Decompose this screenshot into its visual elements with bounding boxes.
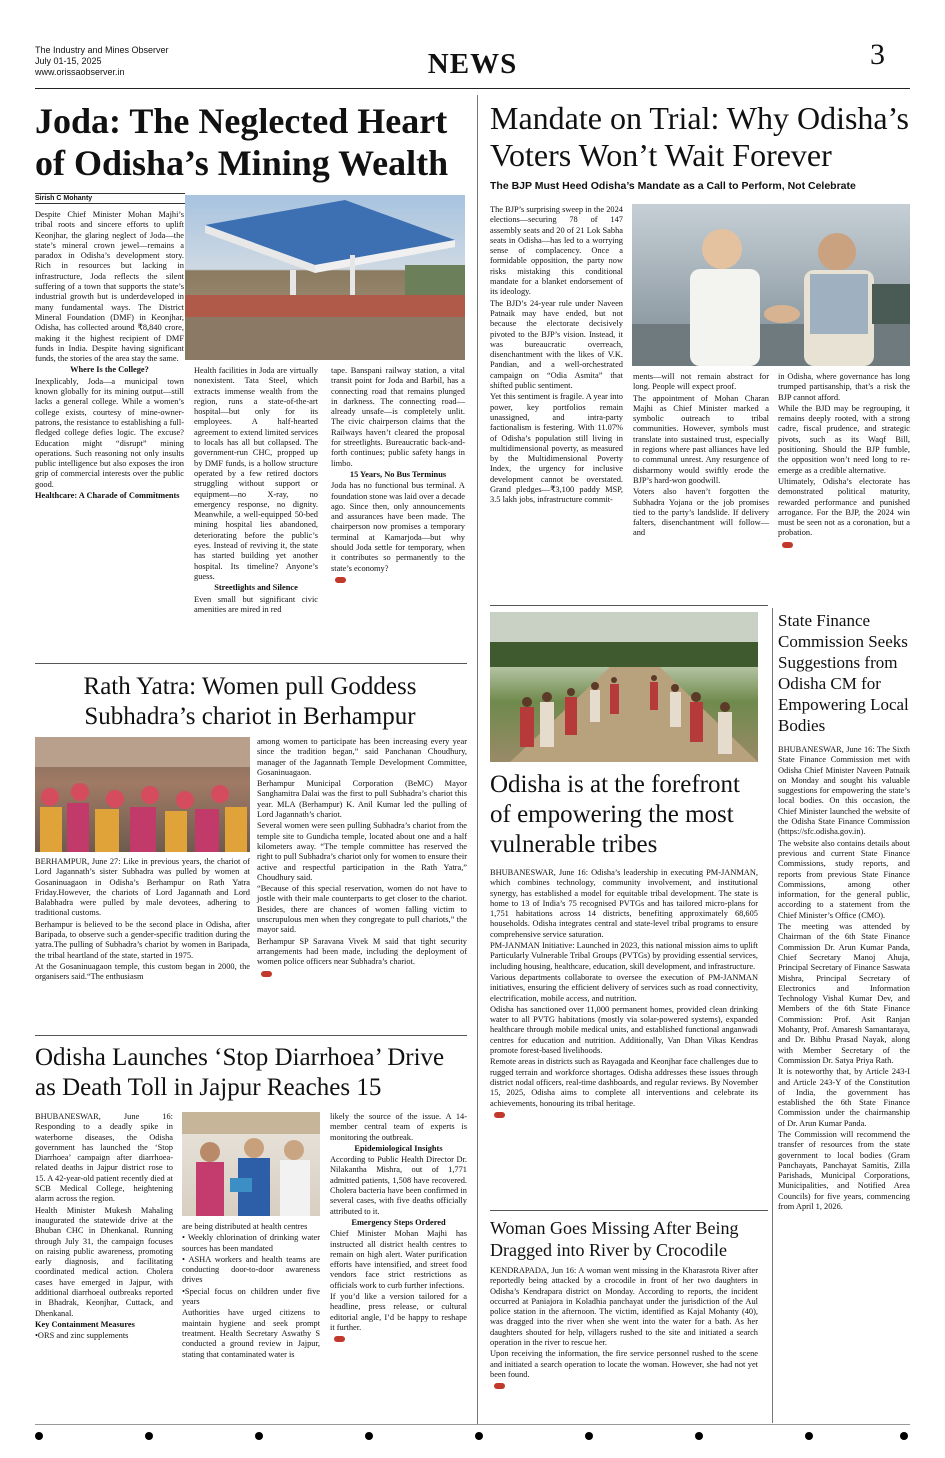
diarrhoea-col-2: [182, 1222, 320, 1361]
mandate-col-1: [490, 205, 623, 507]
paragraph: Ultimately, Odisha’s electorate has demonstrated political maturity, rewarded performance and punished arrogance. For the BJP, the 2024 win must be seen not as a coronation, but a probation.: [778, 476, 910, 538]
column-divider: [772, 608, 773, 1423]
footer-dot-icon: [35, 1432, 43, 1440]
paragraph: The BJD’s 24-year rule under Naveen Patnaik may have ended, but not because the electorate decisively pivoted to the BJP’s vision. Instead, it was bureaucratic overreach, disenchantment with the likes of V.K. Pandian, and a well-orchestrated campaign on “Odia Asmita” that shifted public sentiment.: [490, 298, 623, 391]
paragraph: Voters also haven’t forgotten the Subhadra Yojana or the job promises tied to the party’s landslide. If delivery falters, disenchantment will follow—and: [633, 487, 769, 538]
croc-headline: Woman Goes Missing After Being Dragged into River by Crocodile: [490, 1218, 739, 1260]
website-link[interactable]: www.orissaobserver.in: [35, 67, 125, 77]
subheading: Key Containment Measures: [35, 1319, 135, 1329]
footer-dot-icon: [365, 1432, 373, 1440]
handshake-illustration: [632, 204, 910, 366]
section-rule: [35, 1035, 467, 1036]
end-mark-icon: [334, 1336, 345, 1342]
end-mark-icon: [494, 1383, 505, 1389]
paragraph: The BJP’s surprising sweep in the 2024 elections—securing 78 of 147 assembly seats and 20 of 21 Lok Sabha seats in Odisha—has led to a worrying sense of complacency. Once a formidable opposition, the party now risks mistaking this conditional mandate for a blanket endorsement of its ideology.: [490, 205, 623, 297]
paragraph: Berhampur Municipal Corporation (BeMC) Mayor Sanghamitra Dalai was the first to pull Subhadra’s chariot this year. MLA (Berhampur) K. Anil Kumar led the pulling of Lord Jagannath’s chariot.: [257, 779, 467, 820]
tribal-women-procession-photo: [490, 612, 758, 762]
end-mark-icon: [782, 542, 793, 548]
subheading: Epidemiological Insights: [354, 1143, 443, 1153]
paragraph: Inexplicably, Joda—a municipal town known globally for its mining output—still lacks a general college. While a women’s college exists, courtesy of mine-owner-patrons, the resistance to establishing a full-fledged college defies logic. The excuse? Education might “disrupt” mining operations. Such reasoning not only insults public intelligence but also exposes the iron grip of commercial interests over the public good.: [35, 376, 184, 489]
diarrhoea-headline: Odisha Launches ‘Stop Diarrhoea’ Drive as Death Toll in Jajpur Reaches 15: [35, 1044, 445, 1101]
paper-name: The Industry and Mines Observer: [35, 45, 169, 55]
paragraph: Health facilities in Joda are virtually nonexistent. Tata Steel, which extracts immense wealth from the region, runs a state-of-the-art hospital—but only for its employees. A half-hearted agreement to extend limited services to locals has all but collapsed. The government-run CHC, propped up by DMF funds, is a hollow structure operated by a few retired doctors struggling without support or equipment—no X-ray, no emergency response, no dignity. Meanwhile, a well-equipped 50-bed mining hospital lies abandoned, deteriorating before the public’s eyes. Instead of reviving it, the state has started building yet another hospital. Its timeline? Anyone’s guess.: [194, 366, 318, 581]
paragraph: The website also contains details about previous and current State Finance Commissions, study reports, and reports from previous State Finance Commissions, among other information, for the general public, according to a statement from the Chief Minister’s Office (CMO).: [778, 838, 910, 920]
footer-dot-icon: [145, 1432, 153, 1440]
paragraph: Berhampur SP Saravana Vivek M said that tight security arrangements had been made, including the deployment of women police officers near Subhadra’s chariot.: [257, 936, 467, 967]
paragraph: The Commission will recommend the transfer of resources from the state government to local bodies (Gram Panchayats, Panchayat Samitis, Zilla Parishads, Municipal Corporations, Municipalities, and Notified Area Councils) for five years, commencing from April 1, 2026.: [778, 1129, 910, 1212]
paragraph: Joda has no functional bus terminal. A foundation stone was laid over a decade ago. Since then, only announcements and assurances have been made. The chairperson now promises a temporary terminal at Kamarjoda—but why should Joda settle for temporary, when it contributes so permanently to the state’s economy?: [331, 481, 465, 573]
footer-dot-icon: [900, 1432, 908, 1440]
paragraph: Health Minister Mukesh Mahaling inaugurated the statewide drive at the Bhuban CHC in Dhenkanal. Running through July 31, the campaign focuses on raising public awareness, promoting early diagnosis, and facilitating coordinated medical action. Cholera cases have emerged in Jajpur, with additional diarrhoeal outbreaks reported in Bhadrak, Keonjhar, Cuttack, and Dhenkanal.: [35, 1205, 173, 1318]
page-number: 3: [870, 38, 885, 71]
paragraph: • ASHA workers and health teams are conducting door-to-door awareness drives: [182, 1254, 320, 1285]
paragraph: Yet this sentiment is fragile. A year into power, key portfolios remain unassigned, and intra-party factionalism is festering. With 11.07% of Odisha’s population still living in multidimensional poverty, as measured by the Multidimensional Poverty Index, the urgency for inclusive development cannot be overstated. Grand pledges—₹3,100 paddy MSP, 3.5 lakh jobs, infrastructure commit-: [490, 392, 623, 505]
paragraph: “Because of this special reservation, women do not have to jostle with their male counterparts to get closer to the chariot. Besides, there are chances of women falling victim to unscrupulous men when they congregate to pull chariots,” the mayor said.: [257, 884, 467, 935]
column-divider: [477, 95, 478, 1425]
tribes-body: [490, 868, 758, 1120]
procession-illustration: [490, 612, 758, 762]
end-mark-icon: [335, 577, 346, 583]
paragraph: •ORS and zinc supplements: [35, 1331, 129, 1341]
footer-rule: [35, 1424, 910, 1425]
subheading: 15 Years, No Bus Terminus: [349, 469, 447, 479]
croc-body: [490, 1266, 758, 1392]
finance-headline: State Finance Commission Seeks Suggestions from Odisha CM for Empowering Local Bodies: [778, 611, 909, 735]
paragraph: Various departments collaborate to oversee the execution of PM-JANMAN initiatives, ensuring the efficient delivery of services such as road connectivity, electrification, mobile access, and nutrition.: [490, 972, 758, 1003]
paragraph: Despite Chief Minister Mohan Majhi’s tribal roots and sincere efforts to uplift Keonjhar, the glaring neglect of Joda—the state’s mineral crown jewel—remains a paradox in Odisha’s development story. Rich in resources but lacking in infrastructure, Joda reflects the silent suffering of a town that supports the state’s industrial growth but is underdeveloped in many fundamental ways. The District Mineral Foundation (DMF) in Keonjhar, Odisha, has collected around ₹8,840 crore, making it the highest recipient of DMF funds in India. Despite having significant funds, the stories of the area stay the same.: [35, 210, 184, 364]
joda-col-3: [331, 366, 465, 585]
paragraph: The appointment of Mohan Charan Majhi as Chief Minister marked a symbolic outreach to tribal communities. However, symbols must translate into sustained trust, especially in regions where past alliances have led to communal unrest. Any resurgence of disharmony would swiftly erode the BJP’s hard-won goodwill.: [633, 393, 769, 485]
officials-illustration: [182, 1112, 320, 1216]
joda-byline: Sirish C Mohanty: [35, 193, 185, 204]
diarrhoea-col-3: [330, 1112, 467, 1345]
joda-col-1: [35, 210, 184, 502]
crowd-illustration: [35, 737, 250, 852]
railway-station-photo: [185, 195, 465, 360]
paragraph: Authorities have urged citizens to maintain hygiene and seek prompt treatment. Health Secretary Aswathy S conducted a ground review in Jajpur, stating that contaminated water is: [182, 1308, 320, 1359]
mandate-col-3: [778, 372, 910, 550]
footer-dot-icon: [475, 1432, 483, 1440]
footer-dot-icon: [805, 1432, 813, 1440]
paragraph: • Weekly chlorination of drinking water sources has been mandated: [182, 1233, 320, 1253]
paragraph: If you’d like a version tailored for a headline, press release, or cultural editorial angle, I’d be happy to reshape it further.: [330, 1292, 467, 1332]
end-mark-icon: [494, 1112, 505, 1118]
subheading: Emergency Steps Ordered: [351, 1217, 446, 1227]
campaign-launch-photo: [182, 1112, 320, 1216]
paragraph: BHUBANESWAR, June 16: Odisha’s leadership in executing PM-JANMAN, which combines technology, community involvement, and institutional synergy, has established a model for equitable tribal development. The state is home to 13 of India’s 75 recognised PVTGs and has tailored micro-plans for 1,751 habitations across 14 districts, benefiting approximately 68,605 households. Odisha integrates central and state-level tribal programs to ensure comprehensive service saturation.: [490, 868, 758, 939]
rath-col-1: [35, 857, 250, 984]
paragraph: While the BJD may be regrouping, it remains deeply rooted, with a strong cadre, fiscal prudence, and strategic pivots, such as its Waqf Bill, positioning. Should the BJP fumble, the opposition won’t need long to re-emerge as a credible alternative.: [778, 403, 910, 475]
paragraph: Upon receiving the information, the fire service personnel rushed to the scene and initiated a search operation to locate the woman. However, she had not yet been found.: [490, 1349, 758, 1379]
paragraph: PM-JANMAN Initiative: Launched in 2023, this national mission aims to uplift Particularly Vulnerable Tribal Groups (PVTGs) by providing essential services, including housing, healthcare, education, skill development, and infrastructure.: [490, 941, 758, 971]
station-shelter-illustration: [185, 195, 465, 360]
paragraph: are being distributed at health centres: [182, 1222, 308, 1231]
paragraph: According to Public Health Director Dr. Nilakantha Mishra, out of 1,771 admitted patients, 1,508 have recovered. Cholera bacteria have been confirmed in several cases, with five deaths officially attributed to it.: [330, 1155, 467, 1216]
masthead-rule: [35, 88, 910, 89]
footer-dot-icon: [585, 1432, 593, 1440]
joda-col-2: [194, 366, 318, 616]
finance-body: [778, 745, 910, 1213]
mandate-col-2: [633, 372, 769, 540]
section-title: NEWS: [427, 48, 518, 80]
paragraph: likely the source of the issue. A 14-member central team of experts is monitoring the outbreak.: [330, 1112, 467, 1142]
paragraph: KENDRAPADA, Jun 16: A woman went missing in the Kharasrota River after reportedly being attacked by a crocodile in front of her two daughters in Odisha’s Kendrapara district on Monday. According to reports, the incident occurred at Paniajora in Koladhia panchayat under the jurisdiction of the Aul police station in the afternoon. The victim, identified as Kajal Mohanty (40), was dragged into the river when she went into the water for a bath. As her daughters shouted for help, villagers rushed to the site and initiated a search operation in the river to rescue her.: [490, 1266, 758, 1348]
paragraph: •Special focus on children under five years: [182, 1286, 320, 1307]
mandate-headline: Mandate on Trial: Why Odisha’s Voters Won’t Wait Forever: [490, 100, 909, 173]
paragraph: BHUBANESWAR, June 16: Responding to a deadly spike in waterborne diseases, the Odisha government has launched the ‘Stop Diarrhoea’ campaign after diarrhoea-related deaths in Jajpur district rose to 15. A 42-year-old patient recently died at SCB Medical College, heightening alarm across the region.: [35, 1112, 173, 1204]
paragraph: Berhampur is believed to be the second place in Odisha, after Baripada, to observe such a gender-specific tradition during the yatra.The pulling of Subhadra’s chariot by women in Baripada, the tribal heartland of the state, started in 1975.: [35, 919, 250, 960]
footer-dot-icon: [255, 1432, 263, 1440]
paragraph: Even small but significant civic amenities are mired in red: [194, 594, 318, 614]
paragraph: It is noteworthy that, by Article 243-I and Article 243-Y of the Constitution of India, the government has established the 6th State Finance Commission under the chairmanship of Dr. Arun Kumar Panda.: [778, 1067, 910, 1128]
mandate-subhead: The BJP Must Heed Odisha’s Mandate as a Call to Perform, Not Celebrate: [490, 180, 856, 192]
paragraph: ments—will not remain abstract for long. People will expect proof.: [633, 372, 769, 392]
paragraph: Chief Minister Mohan Majhi has instructed all district health centres to remain on high alert. Water purification efforts have intensified, and street food vendors face strict restrictions as officials work to curb further infections.: [330, 1229, 467, 1290]
footer-dot-icon: [695, 1432, 703, 1440]
paragraph: Odisha has sanctioned over 11,000 permanent homes, provided clean drinking water to all PVTG habitations (mostly via solar-powered systems), expanded healthcare through mobile medical units, and established functional anganwadi centres for education and nutrition. Additionally, Van Dhan Vikas Kendras promote forest-based livelihoods.: [490, 1004, 758, 1056]
rath-headline: Rath Yatra: Women pull Goddess Subhadra’s chariot in Berhampur: [83, 673, 417, 730]
paragraph: BERHAMPUR, June 27: Like in previous years, the chariot of Lord Jagannath’s sister Subhadra was pulled by women at Gosaninuagaon in Odisha’s Berhampur on Rath Yatra Friday.However, the chariots of Lord Jagannath and Lord Balabhadra were pulled by male devotees, adhering to traditional customs.: [35, 857, 250, 918]
issue-date: July 01-15, 2025: [35, 56, 102, 66]
paragraph: The meeting was attended by Chairman of the 6th State Finance Commission Dr. Arun Kumar Panda, Chief Secretary Manoj Ahuja, Principal Secretary of Finance Saswata Mishra, Principal Secretary of Electronics and Information Technology Vishal Kumar Dev, and Members of the 6th State Finance Commission: Prof. Asit Ranjan Mohanty, Prof. Amaresh Samantaraya, and Dr. Bibhu Prasad Nayak, along with Member Secretary of the Commission Dr. Satya Priya Rath.: [778, 922, 910, 1065]
paragraph: BHUBANESWAR, June 16: The Sixth State Finance Commission met with Odisha Chief Minister Naveen Patnaik on Monday and sought his valuable suggestions for empowering the state’s local bodies. On this occasion, the Chief Minister launched the website of the Odisha State Finance Commission (https://sfc.odisha.gov.in).: [778, 745, 910, 837]
paragraph: tape. Banspani railway station, a vital transit point for Joda and Barbil, has a connecting road that remains plunged in darkness. The connecting road—already unsafe—is completely unlit. The civic chairperson claims that the Railways haven’t cleared the proposal for streetlights. Bureaucratic back-and-forth continues; public safety hangs in limbo.: [331, 366, 465, 468]
diarrhoea-col-1: [35, 1112, 173, 1343]
paragraph: among women to participate has been increasing every year since the tradition began,” said Panchanan Choudhury, manager of the Jagannath Temple Development Committee, Gosaninuagaon.: [257, 737, 467, 777]
paragraph: At the Gosaninuagaon temple, this custom began in 2000, the organisers said.“The enthusiasm: [35, 961, 250, 982]
paragraph: in Odisha, where governance has long trumped partisanship, that’s a risk the BJP cannot afford.: [778, 372, 910, 402]
rath-col-2: [257, 737, 467, 979]
subheading: Healthcare: A Charade of Commitments: [35, 491, 180, 501]
joda-headline: Joda: The Neglected Heart of Odisha’s Mining Wealth: [35, 101, 449, 183]
subheading: Where Is the College?: [70, 365, 149, 375]
end-mark-icon: [261, 971, 272, 977]
section-rule: [490, 1210, 768, 1211]
paragraph: Remote areas in districts such as Rayagada and Keonjhar face challenges due to rugged terrain and workforce shortages. Odisha addresses these issues through district nodal officers, real-time dashboards, and regular reviews. By November 15, 2025, Odisha aims to complete all interventions and celebrate its achievements, honouring its tribal heritage.: [490, 1057, 758, 1108]
section-rule: [35, 663, 467, 664]
leaders-handshake-photo: [632, 204, 910, 366]
section-rule: [490, 605, 768, 606]
paragraph: Several women were seen pulling Subhadra’s chariot from the temple site to Gundicha temple, located about one and a half kilometers away. “The temple committee has reserved the right to pull Subhadra’s chariot only for women to ensure their active and respectful participation in the Rath Yatra,” Choudhury said.: [257, 821, 467, 882]
rath-yatra-crowd-photo: [35, 737, 250, 852]
subheading: Streetlights and Silence: [214, 583, 298, 593]
tribes-headline: Odisha is at the forefront of empowering the most vulnerable tribes: [490, 771, 740, 858]
